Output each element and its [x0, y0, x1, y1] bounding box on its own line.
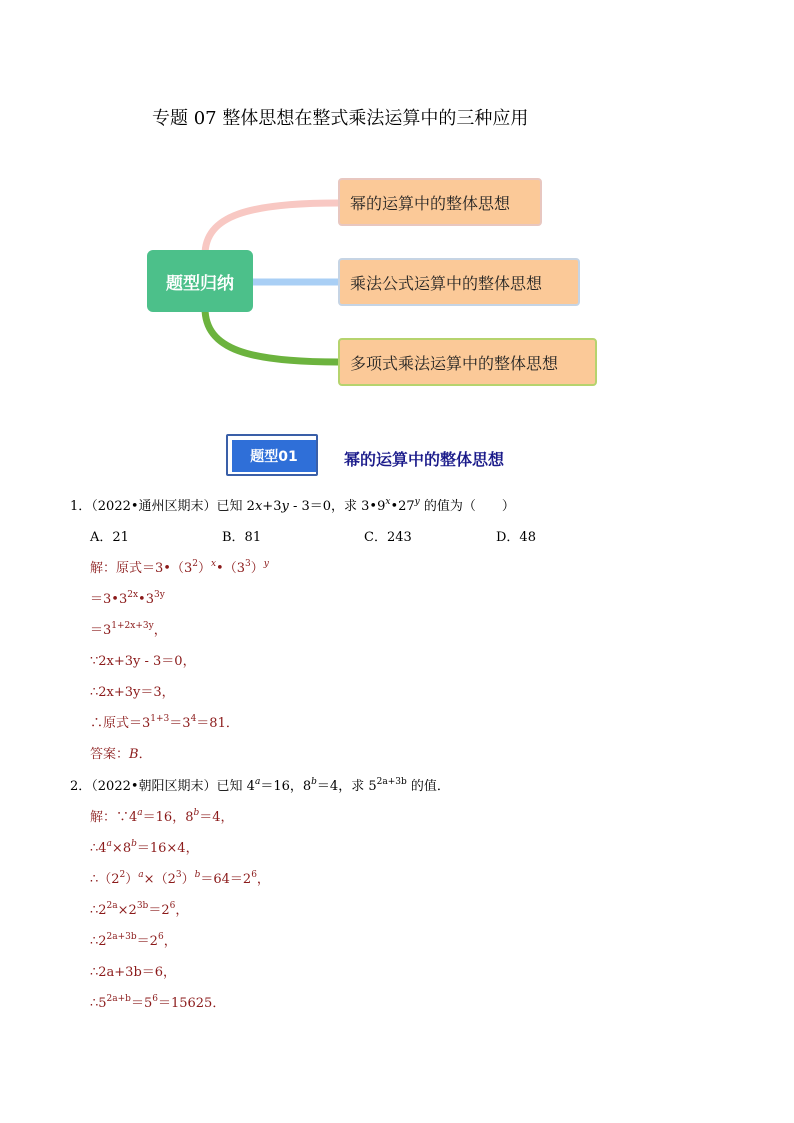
q1-option-d: D．48 [496, 530, 536, 545]
q2-stem: 2．（2022•朝阳区期末）已知 $4^a=16$，$8^b=4$，求 $5^{2a+3b}$ 的值． [70, 777, 450, 794]
mindmap-center: 题型归纳 [147, 250, 253, 312]
mindmap-branch-formula: 乘法公式运算中的整体思想 [338, 258, 580, 306]
q1-solution-line-5: ∴2x+3y＝3， [90, 685, 175, 700]
q2-solution-line-2: $\therefore 4^a\times 8^b=16\times 4$， [90, 839, 199, 856]
mindmap-branch-polynomial: 多项式乘法运算中的整体思想 [338, 338, 597, 386]
q2-solution-line-4: $\therefore 2^{2a}\times 2^{3b}=2^6$， [90, 901, 189, 918]
section-title: 幂的运算中的整体思想 [344, 450, 505, 469]
q1-solution-line-6: ∴原式$=3^{1+3}=3^4=81$． [90, 714, 239, 731]
q1-option-a: A．21 [90, 530, 129, 545]
mindmap-branch-power: 幂的运算中的整体思想 [338, 178, 542, 226]
q1-solution-line-3: $=3^{1+2x+3y}$， [90, 621, 167, 638]
q1-answer: 答案：B． [90, 747, 152, 762]
q2-solution-line-5: $\therefore 2^{2a+3b}=2^6$， [90, 932, 177, 949]
q2-solution-line-6: ∴2a+3b＝6， [90, 965, 177, 980]
q1-solution-line-1: 解：原式$=3•(3^2)^x•(3^3)^y$ [90, 559, 269, 576]
q1-option-c: C．243 [364, 530, 412, 545]
q2-solution-line-7: $\therefore 5^{2a+b}=5^6=15625$． [90, 994, 226, 1011]
q1-option-b: B．81 [222, 530, 262, 545]
connector-top [205, 203, 338, 255]
q1-stem: 1．（2022•通州区期末）已知 2x+3y - 3＝0，求 3•9$^x$•27$^y$ 的值为（ ） [70, 497, 515, 514]
page-title: 专题 07 整体思想在整式乘法运算中的三种应用 [152, 108, 529, 129]
q2-solution-line-1: 解：$\because 4^a=16$，$8^b=4$， [90, 808, 234, 825]
q1-solution-line-4: ∵2x+3y - 3＝0， [90, 654, 196, 669]
section-badge [226, 434, 322, 480]
connector-bottom [205, 308, 338, 362]
section-badge-label: 题型01 [232, 440, 316, 472]
q2-solution-line-3: $\therefore(2^2)^a\times(2^3)^b=64=2^6$， [90, 870, 270, 887]
q1-solution-line-2: $=3•3^{2x}•3^{3y}$ [90, 590, 165, 607]
